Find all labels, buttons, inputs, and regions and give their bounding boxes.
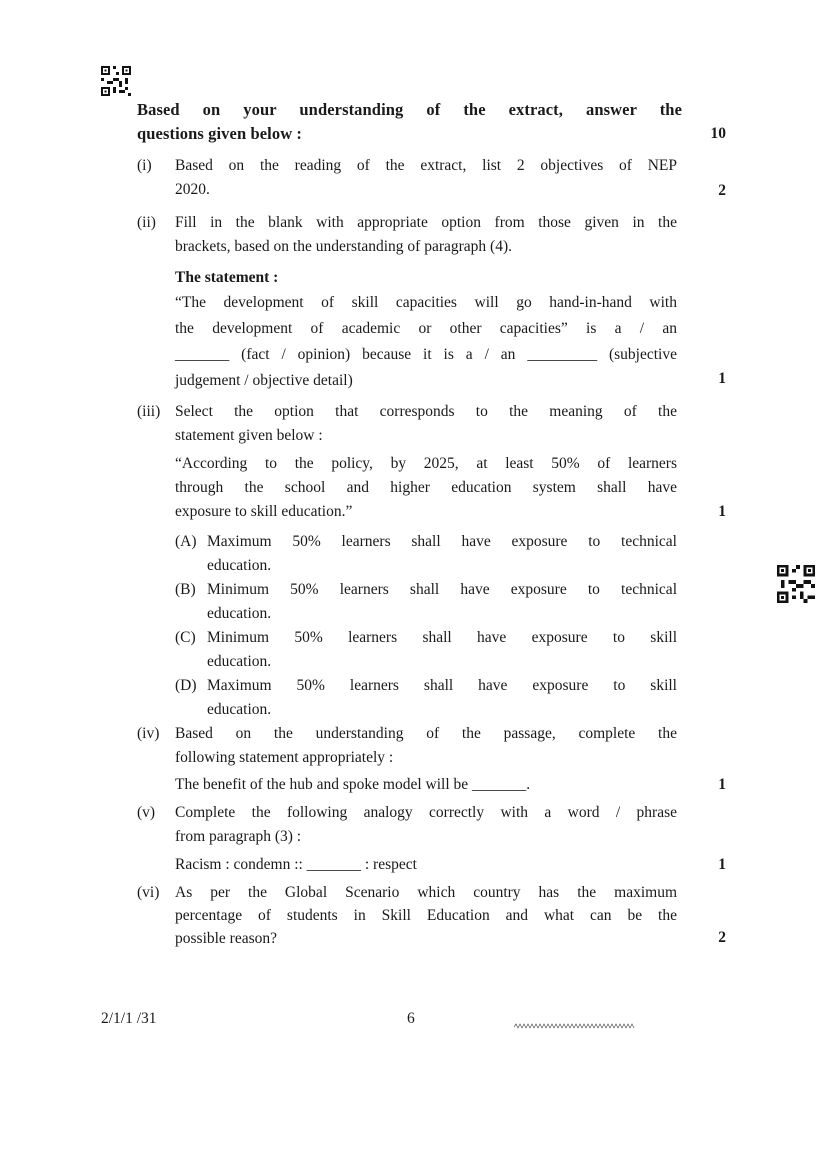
- question-number-vi: (vi): [137, 884, 160, 901]
- question-iii-text: [175, 400, 677, 448]
- statement-line-2: the development of academic or other capacities” is a / an: [175, 320, 677, 337]
- question-iv-line-2: following statement appropriately :: [175, 749, 394, 766]
- question-number-ii: (ii): [137, 214, 156, 231]
- option-c-line-2: education.: [207, 653, 272, 670]
- option-d-line-1: Maximum 50% learners shall have exposure to skill: [207, 677, 677, 694]
- statement-line-4: judgement / objective detail): [175, 372, 353, 389]
- question-iii-line-2: statement given below :: [175, 427, 323, 444]
- question-number-v: (v): [137, 804, 156, 821]
- option-b-line-2: education.: [207, 605, 272, 622]
- quote-line-2: through the school and higher education system shall have: [175, 479, 677, 496]
- section-instruction: [137, 98, 682, 146]
- option-b-label: (B): [175, 581, 196, 598]
- statement-line-3: _______ (fact / opinion) because it is a / an _________ (subjective: [175, 346, 677, 363]
- option-a-line-2: education.: [207, 557, 272, 574]
- question-number-i: (i): [137, 157, 152, 174]
- question-iii-marks: 1: [718, 503, 726, 520]
- question-v-line-2: from paragraph (3) :: [175, 828, 302, 845]
- question-i-line-2: 2020.: [175, 181, 210, 198]
- question-v-line-1: Complete the following analogy correctly with a word / phrase: [175, 804, 677, 821]
- question-vi-line-1: As per the Global Scenario which country has the maximum: [175, 884, 677, 901]
- question-iv-text: [175, 722, 677, 770]
- question-vi-text: [175, 881, 677, 950]
- option-d-line-2: education.: [207, 701, 272, 718]
- option-d-label: (D): [175, 677, 197, 694]
- question-iii-quote: [175, 452, 677, 524]
- option-a-label: (A): [175, 533, 197, 550]
- statement-heading: The statement :: [175, 269, 279, 286]
- instruction-line-1: Based on your understanding of the extract, answer the: [137, 100, 682, 119]
- question-ii-text: [175, 211, 677, 259]
- question-number-iii: (iii): [137, 403, 161, 420]
- question-v-analogy: Racism : condemn :: _______ : respect: [175, 856, 417, 873]
- option-c-label: (C): [175, 629, 196, 646]
- question-iv-statement: The benefit of the hub and spoke model will be _______.: [175, 776, 531, 793]
- instruction-line-2: questions given below :: [137, 124, 303, 143]
- page-number: 6: [407, 1010, 415, 1027]
- option-a-line-1: Maximum 50% learners shall have exposure to technical: [207, 533, 677, 550]
- question-i-text: [175, 154, 677, 202]
- paper-code: 2/1/1 /31: [101, 1010, 157, 1027]
- question-ii-line-1: Fill in the blank with appropriate option from those given in the: [175, 214, 677, 231]
- question-i-marks: 2: [718, 182, 726, 199]
- question-v-marks: 1: [718, 856, 726, 873]
- section-marks: 10: [710, 125, 726, 142]
- statement-text: [175, 290, 677, 394]
- wavy-watermark-icon: [514, 1015, 636, 1039]
- question-vi-marks: 2: [718, 929, 726, 946]
- question-i-line-1: Based on the reading of the extract, list 2 objectives of NEP: [175, 157, 677, 174]
- question-iv-line-1: Based on the understanding of the passage, complete the: [175, 725, 677, 742]
- quote-line-1: “According to the policy, by 2025, at least 50% of learners: [175, 455, 677, 472]
- side-qr-code-icon: [776, 565, 816, 603]
- question-vi-line-2: percentage of students in Skill Education and what can be the: [175, 907, 677, 924]
- question-iv-marks: 1: [718, 776, 726, 793]
- question-v-text: [175, 801, 677, 849]
- top-qr-code-icon: [101, 66, 131, 96]
- option-c-line-1: Minimum 50% learners shall have exposure to skill: [207, 629, 677, 646]
- question-vi-line-3: possible reason?: [175, 930, 278, 947]
- question-iii-line-1: Select the option that corresponds to the meaning of the: [175, 403, 677, 420]
- question-number-iv: (iv): [137, 725, 160, 742]
- question-ii-marks: 1: [718, 370, 726, 387]
- question-ii-line-2: brackets, based on the understanding of paragraph (4).: [175, 238, 513, 255]
- statement-line-1: “The development of skill capacities will go hand-in-hand with: [175, 294, 677, 311]
- option-b-line-1: Minimum 50% learners shall have exposure to technical: [207, 581, 677, 598]
- quote-line-3: exposure to skill education.”: [175, 503, 353, 520]
